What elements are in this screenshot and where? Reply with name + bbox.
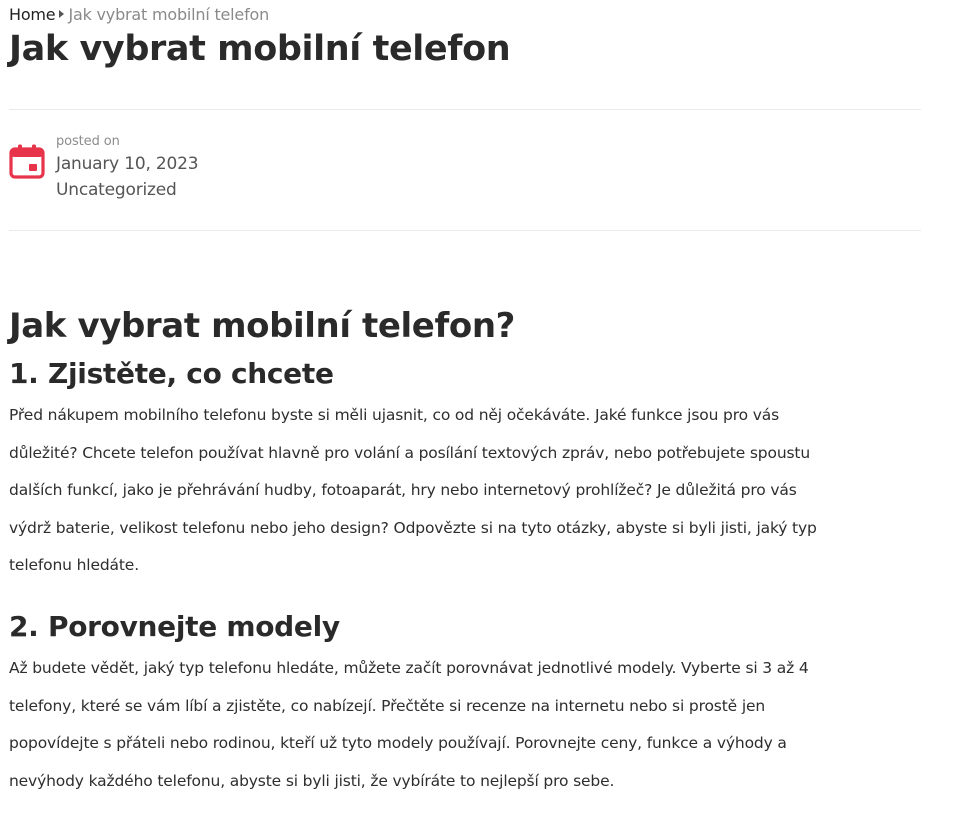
breadcrumb-home-link[interactable]: Home [9,4,56,24]
section-heading: 2. Porovnejte modely [9,609,340,643]
breadcrumb-current: Jak vybrat mobilní telefon [68,4,270,24]
article-heading: Jak vybrat mobilní telefon? [9,306,515,346]
paragraph-line: telefony, které se vám líbí a zjistěte, co nabízejí. Přečtěte si recenze na internetu nebo si prostě jen [9,696,766,715]
paragraph-line: telefonu hledáte. [9,556,139,575]
paragraph-line: Až budete vědět, jaký typ telefonu hledáte, můžete začít porovnávat jednotlivé modely. Vyberte si 3 až 4 [9,658,809,677]
paragraph-line: výdrž baterie, velikost telefonu nebo jeho design? Odpovězte si na tyto otázky, abyste si byli jisti, jaký typ [9,518,817,537]
post-meta-text [56,133,198,203]
chevron-right-icon [59,10,64,18]
header-divider [9,109,921,110]
meta-divider [9,230,921,231]
paragraph-line: Před nákupem mobilního telefonu byste si měli ujasnit, co od něj očekáváte. Jaké funkce jsou pro vás [9,406,780,424]
page-title: Jak vybrat mobilní telefon [9,29,511,69]
paragraph-line: dalších funkcí, jako je přehrávání hudby, fotoaparát, hry nebo internetový prohlížeč? Je důležitá pro vás [9,481,797,500]
post-category-link[interactable]: Uncategorized [56,180,177,200]
posted-on-label: posted on [56,134,120,149]
post-date[interactable]: January 10, 2023 [56,154,199,174]
paragraph-line: nevýhody každého telefonu, abyste si byli jisti, že vybíráte to nejlepší pro sebe. [9,771,615,790]
breadcrumb [9,3,269,25]
section-heading: 1. Zjistěte, co chcete [9,357,334,390]
paragraph-line: důležité? Chcete telefon používat hlavně pro volání a posílání textových zpráv, nebo potřebujete spoustu [9,443,811,462]
section-paragraph [9,397,921,585]
section-paragraph [9,650,921,800]
article-body [9,302,921,800]
calendar-icon [9,143,45,179]
paragraph-line: popovídejte s přáteli nebo rodinou, kteří už tyto modely používají. Porovnejte ceny, funkce a výhody a [9,734,787,753]
